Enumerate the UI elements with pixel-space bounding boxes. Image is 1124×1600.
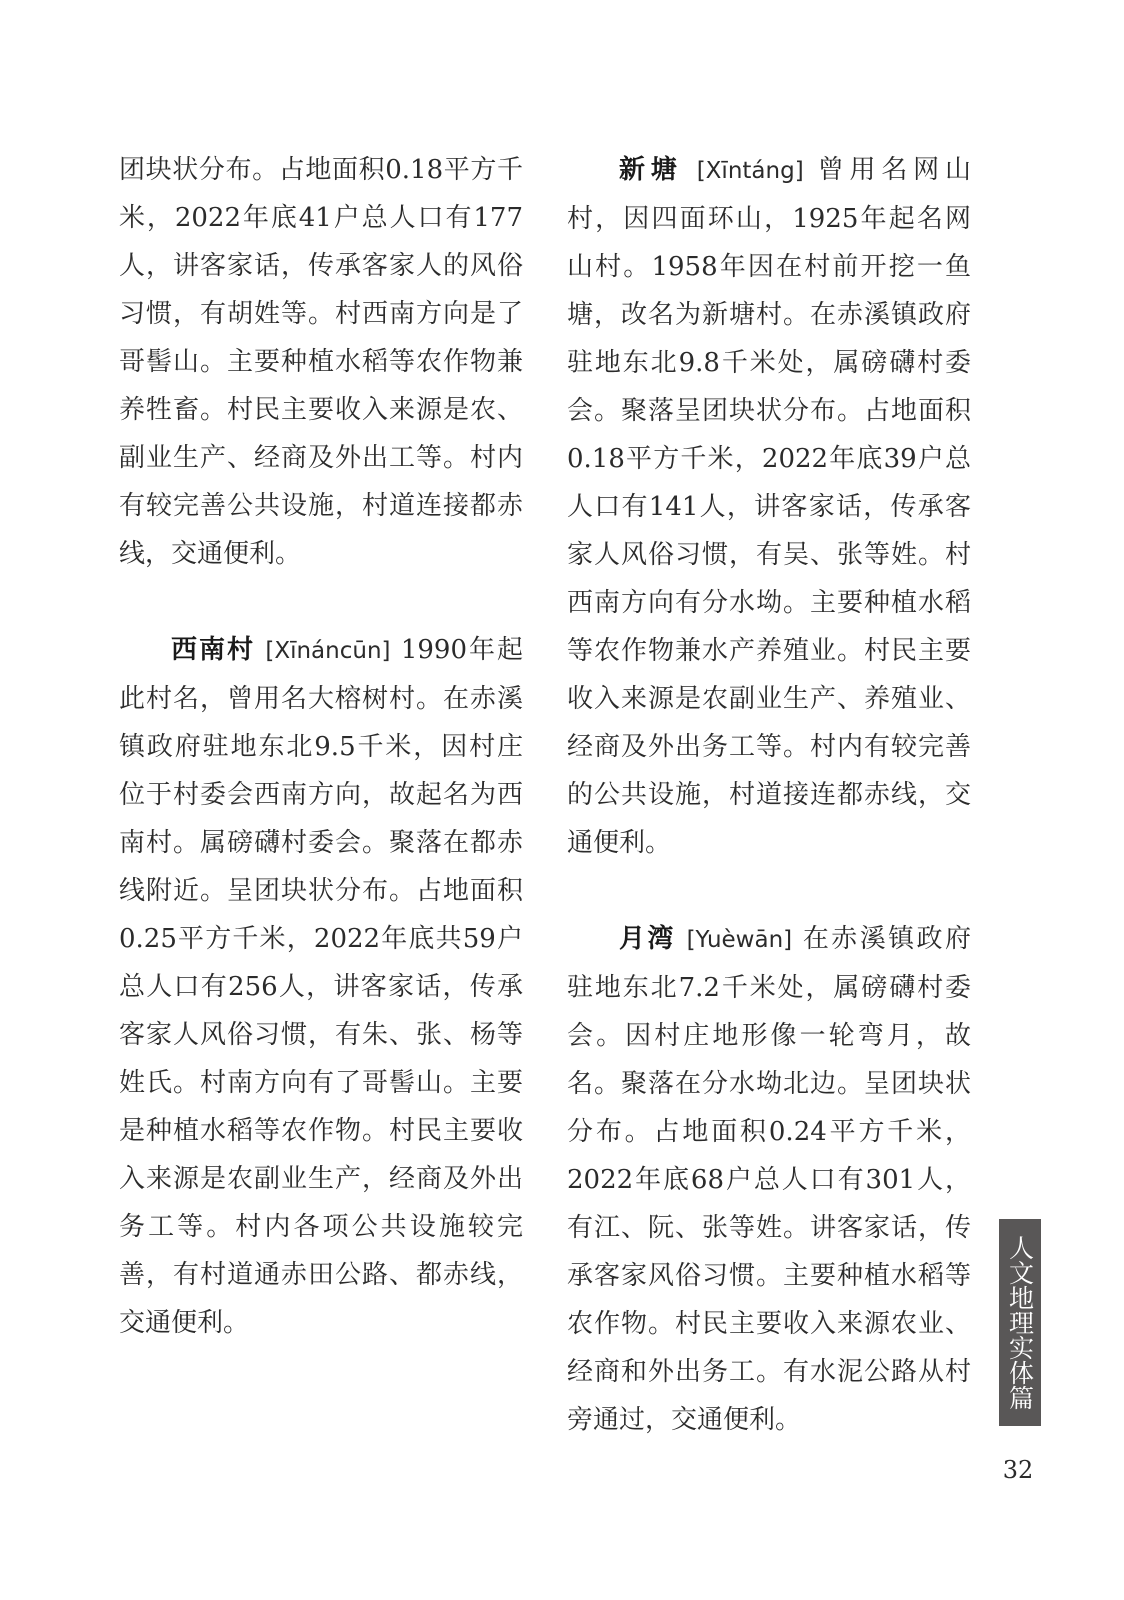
entry-xintang-text: 曾用名网山村，因四面环山，1925年起名网山村。1958年因在村前开挖一鱼塘，改名为新塘村。在赤溪镇政府驻地东北9.8千米处，属磅礴村委会。聚落呈团块状分布。占地面积0.18平方千米，2022年底39户总人口有141人，讲客家话，传承客家人风俗习惯，有吴、张等姓。村西南方向有分水坳。主要种植水稻等农作物兼水产养殖业。村民主要收入来源是农副业生产、养殖业、经商及外出务工等。村内有较完善的公共设施，村道接连都赤线，交通便利。 [567, 155, 971, 858]
entry-xintang-pinyin: [Xīntáng] [696, 158, 804, 184]
entry-xinan-pinyin: [Xīnáncūn] [265, 638, 391, 664]
left-column [119, 146, 523, 1347]
entry-yuewan [567, 915, 971, 1444]
continuation-entry [119, 146, 523, 578]
entry-yuewan-paragraph [567, 915, 971, 1444]
entry-xintang-paragraph [567, 146, 971, 867]
section-side-tab-label: 人文地理实体篇 [1005, 1235, 1035, 1410]
entry-xintang [567, 146, 971, 867]
entry-yuewan-pinyin: [Yuèwān] [686, 927, 793, 953]
entry-yuewan-text: 在赤溪镇政府驻地东北7.2千米处，属磅礴村委会。因村庄地形像一轮弯月，故名。聚落在分水坳北边。呈团块状分布。占地面积0.24平方千米，2022年底68户总人口有301人，有江、阮、张等姓。讲客家话，传承客家风俗习惯。主要种植水稻等农作物。村民主要收入来源农业、经商和外出务工。有水泥公路从村旁通过，交通便利。 [567, 924, 971, 1435]
entry-xinan-title: 西南村 [171, 635, 256, 665]
entry-spacer [119, 578, 523, 626]
entry-spacer [567, 867, 971, 915]
right-column [567, 146, 971, 1444]
entry-yuewan-title: 月湾 [619, 924, 676, 954]
entry-xintang-title: 新塘 [619, 155, 683, 185]
entry-xinan-text: 1990年起此村名，曾用名大榕树村。在赤溪镇政府驻地东北9.5千米，因村庄位于村委会西南方向，故起名为西南村。属磅礴村委会。聚落在都赤线附近。呈团块状分布。占地面积0.25平方千米，2022年底共59户总人口有256人，讲客家话，传承客家人风俗习惯，有朱、张、杨等姓氏。村南方向有了哥髻山。主要是种植水稻等农作物。村民主要收入来源是农副业生产，经商及外出务工等。村内各项公共设施较完善，有村道通赤田公路、都赤线，交通便利。 [119, 635, 524, 1338]
section-side-tab [999, 1219, 1041, 1426]
continuation-text: 团块状分布。占地面积0.18平方千米，2022年底41户总人口有177人，讲客家话，传承客家人的风俗习惯，有胡姓等。村西南方向是了哥髻山。主要种植水稻等农作物兼养牲畜。村民主要收入来源是农、副业生产、经商及外出工等。村内有较完善公共设施，村道连接都赤线，交通便利。 [119, 155, 523, 569]
entry-xinan-paragraph [119, 626, 523, 1347]
entry-xinan [119, 626, 523, 1347]
page-number: 32 [1002, 1456, 1034, 1484]
